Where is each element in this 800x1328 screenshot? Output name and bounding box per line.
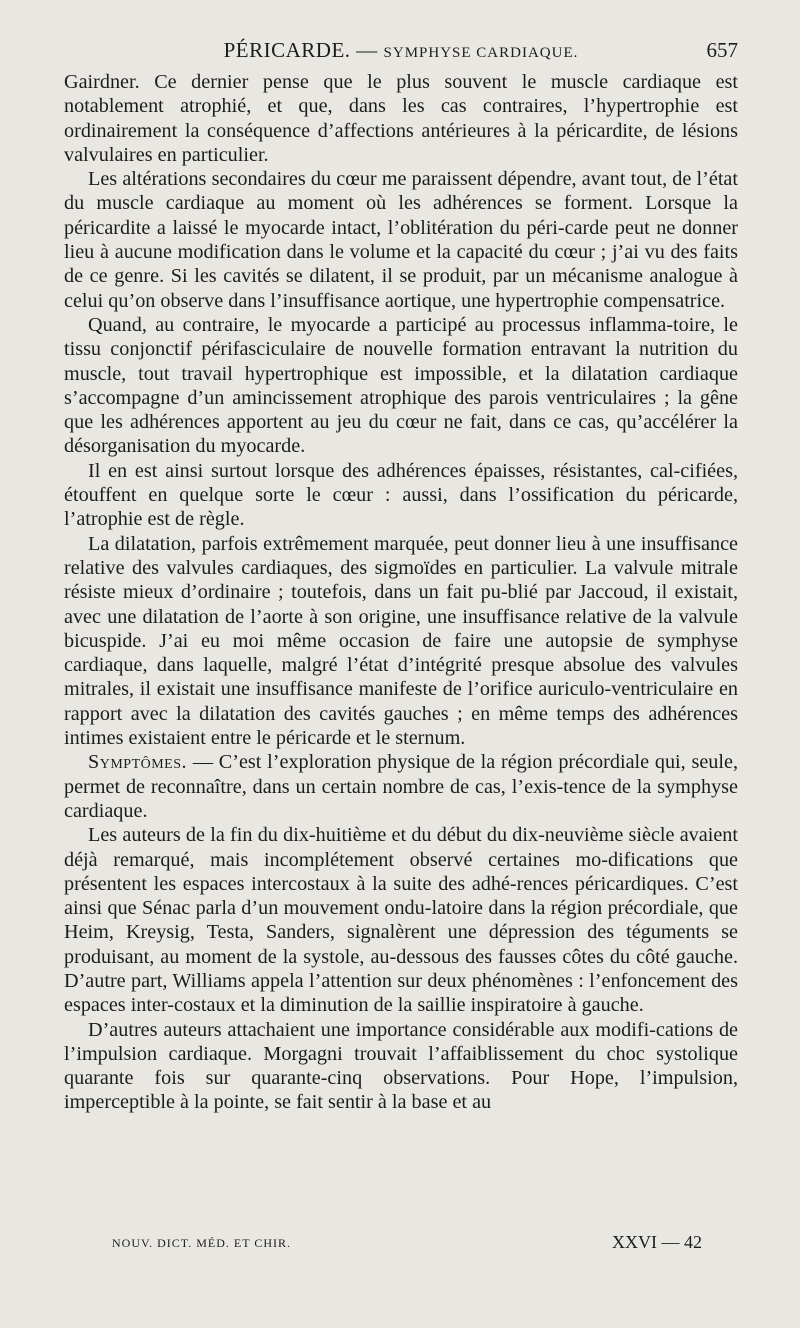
body-text	[64, 70, 738, 1115]
page-number: 657	[706, 38, 738, 62]
running-header	[64, 38, 738, 68]
section-heading-symptomes: Symptômes.	[88, 751, 188, 774]
running-title	[64, 38, 738, 63]
paragraph: La dilatation, parfois extrêmement marquée, peut donner lieu à une insuffisance relative des valvules cardiaques, des sigmoïdes en particulier. La valvule mitrale résiste mieux d’ordinaire ; toutefois, dans un fait pu-blié par Jaccoud, il existait, avec une dilatation de l’aorte à son origine, une insuffisance relative de la valvule bicuspide. J’ai eu moi même occasion de faire une autopsie de symphyse cardiaque, dans laquelle, malgré l’état d’intégrité presque absolue des valvules mitrales, il existait une insuffisance manifeste de l’orifice auriculo-ventriculaire en rapport avec la dilatation des cavités gauches ; en même temps des adhérences intimes existaient entre le péricarde et le sternum.	[64, 532, 738, 750]
paragraph: Les auteurs de la fin du dix-huitième et du début du dix-neuvième siècle avaient déjà remarqué, mais incomplétement observé certaines mo-difications que présentent les espaces intercostaux à la suite des adhé-rences péricardiques. C’est ainsi que Sénac parla d’un mouvement ondu-latoire dans la région précordiale, que Heim, Kreysig, Testa, Sanders, signalèrent une dépression des téguments se produisant, au moment de la systole, au-dessous des fausses côtes du côté gauche. D’autre part, Williams appela l’attention sur deux phénomènes : l’enfoncement des espaces inter-costaux et la diminution de la saillie inspiratoire à gauche.	[64, 824, 738, 1017]
running-title-sub: SYMPHYSE CARDIAQUE.	[383, 45, 579, 61]
paragraph: D’autres auteurs attachaient une importance considérable aux modifi-cations de l’impulsion cardiaque. Morgagni trouvait l’affaiblissement du choc systolique quarante fois sur quarante-cinq observations. Pour Hope, l’impulsion, imperceptible à la pointe, se fait sentir à la base et au	[64, 1018, 738, 1114]
paragraph: Les altérations secondaires du cœur me paraissent dépendre, avant tout, de l’état du muscle cardiaque au moment où les adhérences se forment. Lorsque la péricardite a laissé le myocarde intact, l’oblitération du péri-carde peut ne donner lieu à aucune modification dans le volume et la capacité du cœur ; j’ai vu des faits de ce genre. Si les cavités se dilatent, il se produit, par un mécanisme analogue à celui qu’on observe dans l’insuffisance aortique, une hypertrophie compensatrice.	[64, 168, 738, 312]
page-footer	[64, 1232, 738, 1256]
symptomes-paragraph	[64, 750, 738, 823]
running-title-main: PÉRICARDE. —	[223, 38, 384, 62]
paragraph: Il en est ainsi surtout lorsque des adhérences épaisses, résistantes, cal-cifiées, étouffent en quelque sorte le cœur : aussi, dans l’ossification du péricarde, l’atrophie est de règle.	[64, 459, 738, 531]
footer-volume: XXVI — 42	[612, 1232, 702, 1252]
paragraph: Gairdner. Ce dernier pense que le plus souvent le muscle cardiaque est notablement atrophié, et que, dans les cas contraires, l’hypertrophie est ordinairement la conséquence d’affections antérieures à la péricardite, de lésions valvulaires en particulier.	[64, 71, 738, 166]
footer-signature: NOUV. DICT. MÉD. ET CHIR.	[112, 1236, 292, 1250]
symptomes-text: — C’est l’exploration physique de la région précordiale qui, seule, permet de reconnaître, dans un certain nombre de cas, l’exis-tence de la symphyse cardiaque.	[64, 751, 738, 822]
paragraph: Quand, au contraire, le myocarde a participé au processus inflamma-toire, le tissu conjonctif périfasciculaire de nouvelle formation entravant la nutrition du muscle, tout travail hypertrophique est impossible, et la dilatation cardiaque s’accompagne d’un amincissement atrophique des parois ventriculaires ; la gêne que les adhérences apportent au jeu du cœur ne fait, dans ce cas, qu’accélérer la désorganisation du myocarde.	[64, 313, 738, 458]
